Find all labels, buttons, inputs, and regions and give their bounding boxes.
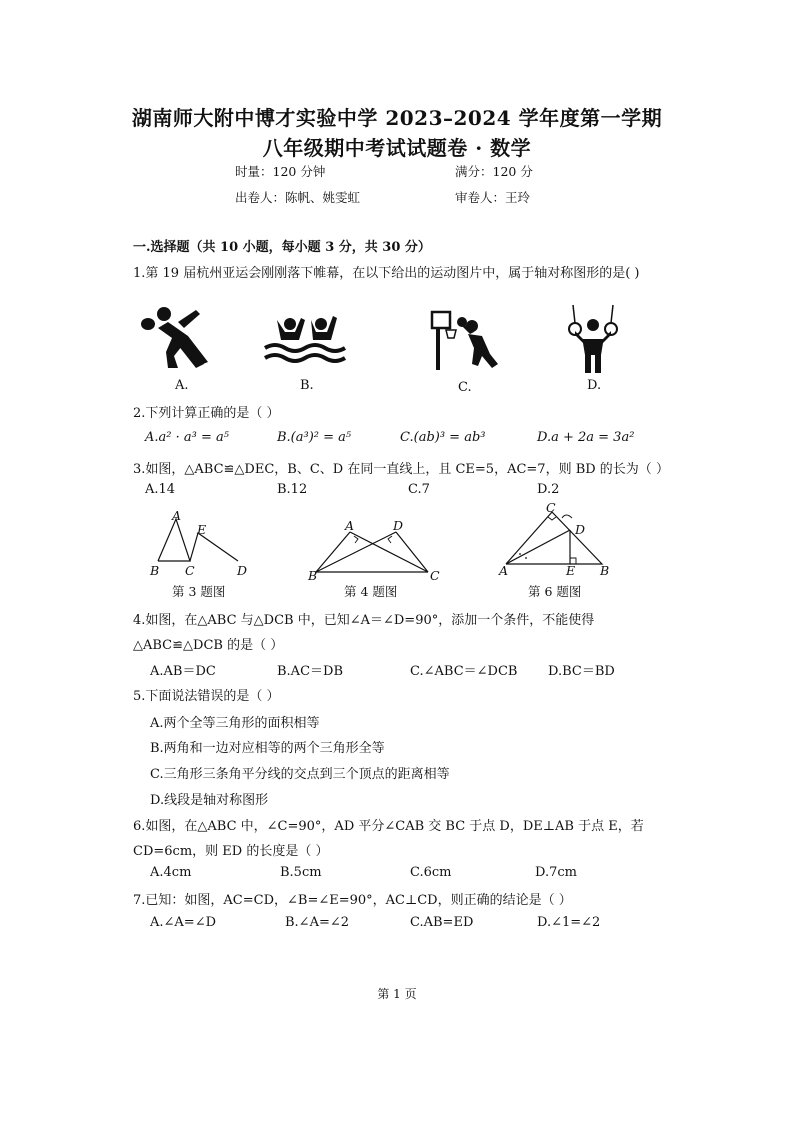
q3-option-b[interactable]: B.12 bbox=[277, 482, 308, 497]
q6-option-b[interactable]: B.5cm bbox=[280, 865, 322, 880]
question-4-stem-line1: 4.如图，在△ABC 与△DCB 中，已知∠A＝∠D=90°，添加一个条件，不能使得 bbox=[133, 613, 595, 628]
fig4-label-b: B bbox=[308, 568, 318, 583]
q1-option-b[interactable]: B. bbox=[300, 378, 314, 393]
section-heading: 一.选择题（共 10 小题，每小题 3 分，共 30 分） bbox=[133, 240, 431, 255]
q3-option-a[interactable]: A.14 bbox=[145, 482, 176, 497]
exam-time: 时量：120 分钟 bbox=[235, 164, 326, 179]
question-3-stem: 3.如图，△ABC≌△DEC，B、C、D 在同一直线上，且 CE=5，AC=7，则 BD 的长为（ ） bbox=[133, 462, 669, 477]
fig4-label-a: A bbox=[345, 518, 355, 533]
fig3-label-c: C bbox=[185, 563, 195, 578]
fig6-label-b: B bbox=[600, 563, 610, 578]
q4-option-c[interactable]: C.∠ABC＝∠DCB bbox=[410, 664, 518, 679]
q5-option-b[interactable]: B.两角和一边对应相等的两个三角形全等 bbox=[150, 741, 385, 756]
page-number: 第 1 页 bbox=[377, 987, 417, 1001]
synchronized-swimming-icon bbox=[263, 308, 353, 373]
q3-option-d[interactable]: D.2 bbox=[537, 482, 560, 497]
table-tennis-icon bbox=[138, 302, 223, 372]
q6-option-c[interactable]: C.6cm bbox=[410, 865, 452, 880]
exam-score: 满分：120 分 bbox=[455, 164, 533, 179]
q5-option-d[interactable]: D.线段是轴对称图形 bbox=[150, 793, 269, 808]
gymnastics-rings-icon bbox=[563, 305, 623, 375]
q5-option-a[interactable]: A.两个全等三角形的面积相等 bbox=[150, 716, 320, 731]
q2-option-d[interactable]: D.a + 2a = 3a² bbox=[537, 430, 635, 445]
figure-6-caption: 第 6 题图 bbox=[528, 584, 582, 599]
question-6-stem-line2: CD=6cm，则 ED 的长度是（ ） bbox=[133, 844, 329, 859]
question-1-stem: 1.第 19 届杭州亚运会刚刚落下帷幕，在以下给出的运动图片中，属于轴对称图形的是( ) bbox=[133, 266, 640, 281]
exam-title-line1: 湖南师大附中博才实验中学 2023–2024 学年度第一学期 bbox=[131, 106, 663, 130]
exam-reviewer: 审卷人：王玲 bbox=[455, 190, 531, 205]
q7-option-b[interactable]: B.∠A=∠2 bbox=[285, 915, 350, 930]
figure-3-caption: 第 3 题图 bbox=[172, 584, 226, 599]
fig6-label-a: A bbox=[499, 563, 509, 578]
fig6-label-d: D bbox=[575, 522, 586, 537]
q6-option-a[interactable]: A.4cm bbox=[150, 865, 192, 880]
figure-6-diagram bbox=[506, 508, 606, 568]
q1-option-a[interactable]: A. bbox=[175, 378, 189, 393]
q4-option-b[interactable]: B.AC＝DB bbox=[277, 664, 343, 679]
question-4-stem-line2: △ABC≌△DCB 的是（ ） bbox=[133, 638, 284, 653]
question-6-stem-line1: 6.如图，在△ABC 中，∠C=90°，AD 平分∠CAB 交 BC 于点 D，DE⊥AB 于点 E，若 bbox=[133, 819, 644, 834]
question-7-stem: 7.已知：如图，AC=CD，∠B=∠E=90°，AC⊥CD，则正确的结论是（ ） bbox=[133, 893, 572, 908]
q2-option-c[interactable]: C.(ab)³ = ab³ bbox=[400, 430, 486, 445]
fig3-label-d: D bbox=[237, 563, 248, 578]
q4-option-d[interactable]: D.BC＝BD bbox=[548, 664, 615, 679]
fig3-label-e: E bbox=[197, 522, 207, 537]
q4-option-a[interactable]: A.AB＝DC bbox=[150, 664, 216, 679]
q3-option-c[interactable]: C.7 bbox=[408, 482, 430, 497]
exam-title-line2: 八年级期中考试试题卷 · 数学 bbox=[262, 136, 532, 160]
q7-option-a[interactable]: A.∠A=∠D bbox=[150, 915, 217, 930]
question-5-stem: 5.下面说法错误的是（ ） bbox=[133, 689, 280, 704]
fig3-label-b: B bbox=[150, 563, 160, 578]
question-2-stem: 2.下列计算正确的是（ ） bbox=[133, 406, 280, 421]
q7-option-d[interactable]: D.∠1=∠2 bbox=[537, 915, 601, 930]
fig3-label-a: A bbox=[172, 508, 182, 523]
q5-option-c[interactable]: C.三角形三条角平分线的交点到三个顶点的距离相等 bbox=[150, 767, 450, 782]
basketball-icon bbox=[428, 308, 508, 376]
q6-option-d[interactable]: D.7cm bbox=[535, 865, 577, 880]
exam-authors: 出卷人：陈帆、姚雯虹 bbox=[235, 190, 361, 205]
q1-option-d[interactable]: D. bbox=[587, 378, 602, 393]
fig4-label-d: D bbox=[393, 518, 404, 533]
figure-4-caption: 第 4 题图 bbox=[344, 584, 398, 599]
fig6-label-c: C bbox=[546, 500, 556, 515]
figure-4-diagram bbox=[316, 528, 436, 574]
q1-option-c[interactable]: C. bbox=[458, 380, 472, 395]
q7-option-c[interactable]: C.AB=ED bbox=[410, 915, 474, 930]
q2-option-a[interactable]: A.a² · a³ = a⁵ bbox=[145, 430, 229, 445]
q2-option-b[interactable]: B.(a³)² = a⁵ bbox=[277, 430, 352, 445]
fig4-label-c: C bbox=[430, 568, 440, 583]
fig6-label-e: E bbox=[566, 563, 576, 578]
